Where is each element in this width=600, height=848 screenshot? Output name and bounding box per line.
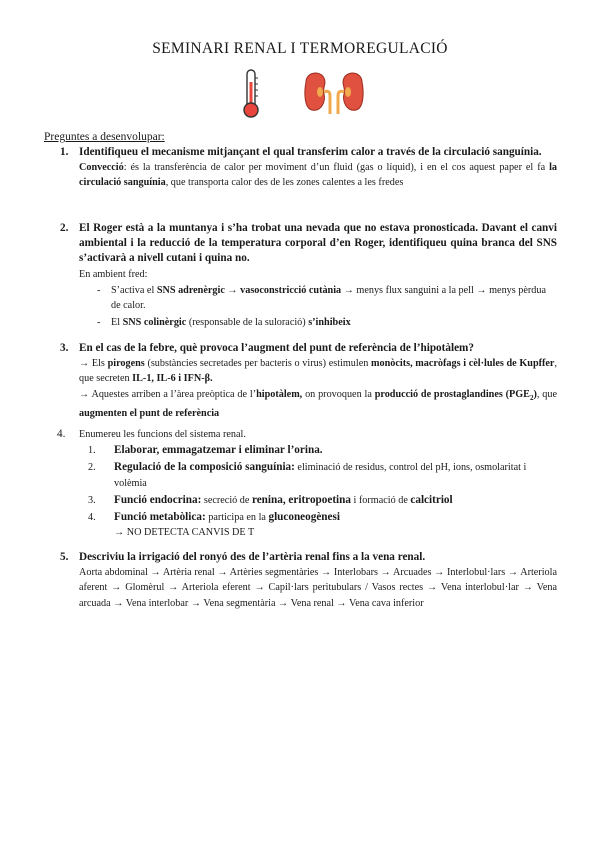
question-title: Enumereu les funcions del sistema renal. xyxy=(79,429,246,440)
list-item: - S’activa el SNS adrenèrgic → vasoconstricció cutània → menys flux sanguini a la pell → menys pèrdua de calor. xyxy=(97,284,546,312)
question-title: Descriviu la irrigació del ronyó des de l’artèria renal fins a la vena renal. xyxy=(79,551,426,563)
question-title: Identifiqueu el mecanisme mitjançant el qual transferim calor a través de la circulació sanguínia. xyxy=(79,146,542,158)
question-1 xyxy=(60,145,557,191)
questions-intro: Preguntes a desenvolupar: xyxy=(44,131,165,143)
kidneys-icon xyxy=(302,70,366,116)
question-number: 4. xyxy=(57,428,66,440)
list-item: - El SNS colinèrgic (responsable de la suloració) s’inhibeix xyxy=(97,317,351,329)
answer-term: Convecció xyxy=(79,162,124,174)
list-item: 3. Funció endocrina: secreció de renina, eritropoetina i formació de calcitriol xyxy=(88,493,453,506)
question-3 xyxy=(60,341,557,421)
question-5 xyxy=(60,550,557,611)
question-number: 5. xyxy=(60,551,69,563)
page-title: SEMINARI RENAL I TERMOREGULACIÓ xyxy=(152,40,448,57)
list-item: 4. Funció metabòlica: participa en la gluconeogènesi → NO DETECTA CANVIS DE T xyxy=(88,511,340,539)
answer-text: Convecció: és la transferència de calor per moviment d’un fluid (gas o líquid), i en el cos aquest paper el fa la circulació sanguínia, que transporta calor des de les zones calentes a les fredes xyxy=(79,162,557,189)
note: → NO DETECTA CANVIS DE T xyxy=(114,527,255,539)
functions-list xyxy=(79,443,557,540)
answer-context: En ambient fred: xyxy=(79,268,148,280)
answer-list xyxy=(97,283,557,331)
irrigation-path: Aorta abdominal → Artèria renal → Artèries segmentàries → Interlobars → Arcuades → Interlobul·lars → Arteriola aferent → Glomèrul → Arteriola eferent → Capil·lars peritubulars / Vasos rectes → Vena interlobul·lar → Vena arcuada → Vena interlobar → Vena segmentària → Vena renal → Vena cava inferior xyxy=(79,567,557,609)
question-number: 2. xyxy=(60,222,69,234)
question-number: 3. xyxy=(60,342,69,354)
answer-line: → Els pirogens (substàncies secretades per bacteris o virus) estimulen monòcits, macròfags i cèl·lules de Kupffer, que secreten IL-1, IL-6 i IFN-β. xyxy=(79,358,558,385)
question-2 xyxy=(60,221,557,332)
question-title: El Roger està a la muntanya i s’ha trobat una nevada que no estava pronosticada. Davant el canvi ambiental i la reducció de la temperatura corporal d’en Roger, identifiqueu quina branca del SNS s’activarà a nivell cutani i quina no. xyxy=(79,222,557,265)
question-4 xyxy=(57,427,557,542)
question-title: En el cas de la febre, què provoca l’augment del punt de referència de l’hipotàlem? xyxy=(79,342,474,354)
question-number: 1. xyxy=(60,146,69,158)
list-item: 2. Regulació de la composició sanguínia: eliminació de residus, control del pH, ions, osmolaritat i volèmia xyxy=(88,461,527,489)
list-item: 1. Elaborar, emmagatzemar i eliminar l’orina. xyxy=(88,444,323,457)
thermometer-icon xyxy=(240,68,262,120)
answer-line: → Aquestes arriben a l’àrea preòptica de l’hipotàlem, on provoquen la producció de prostaglandines $(PGE_2)$, que augmenten el punt de referència xyxy=(79,388,557,419)
